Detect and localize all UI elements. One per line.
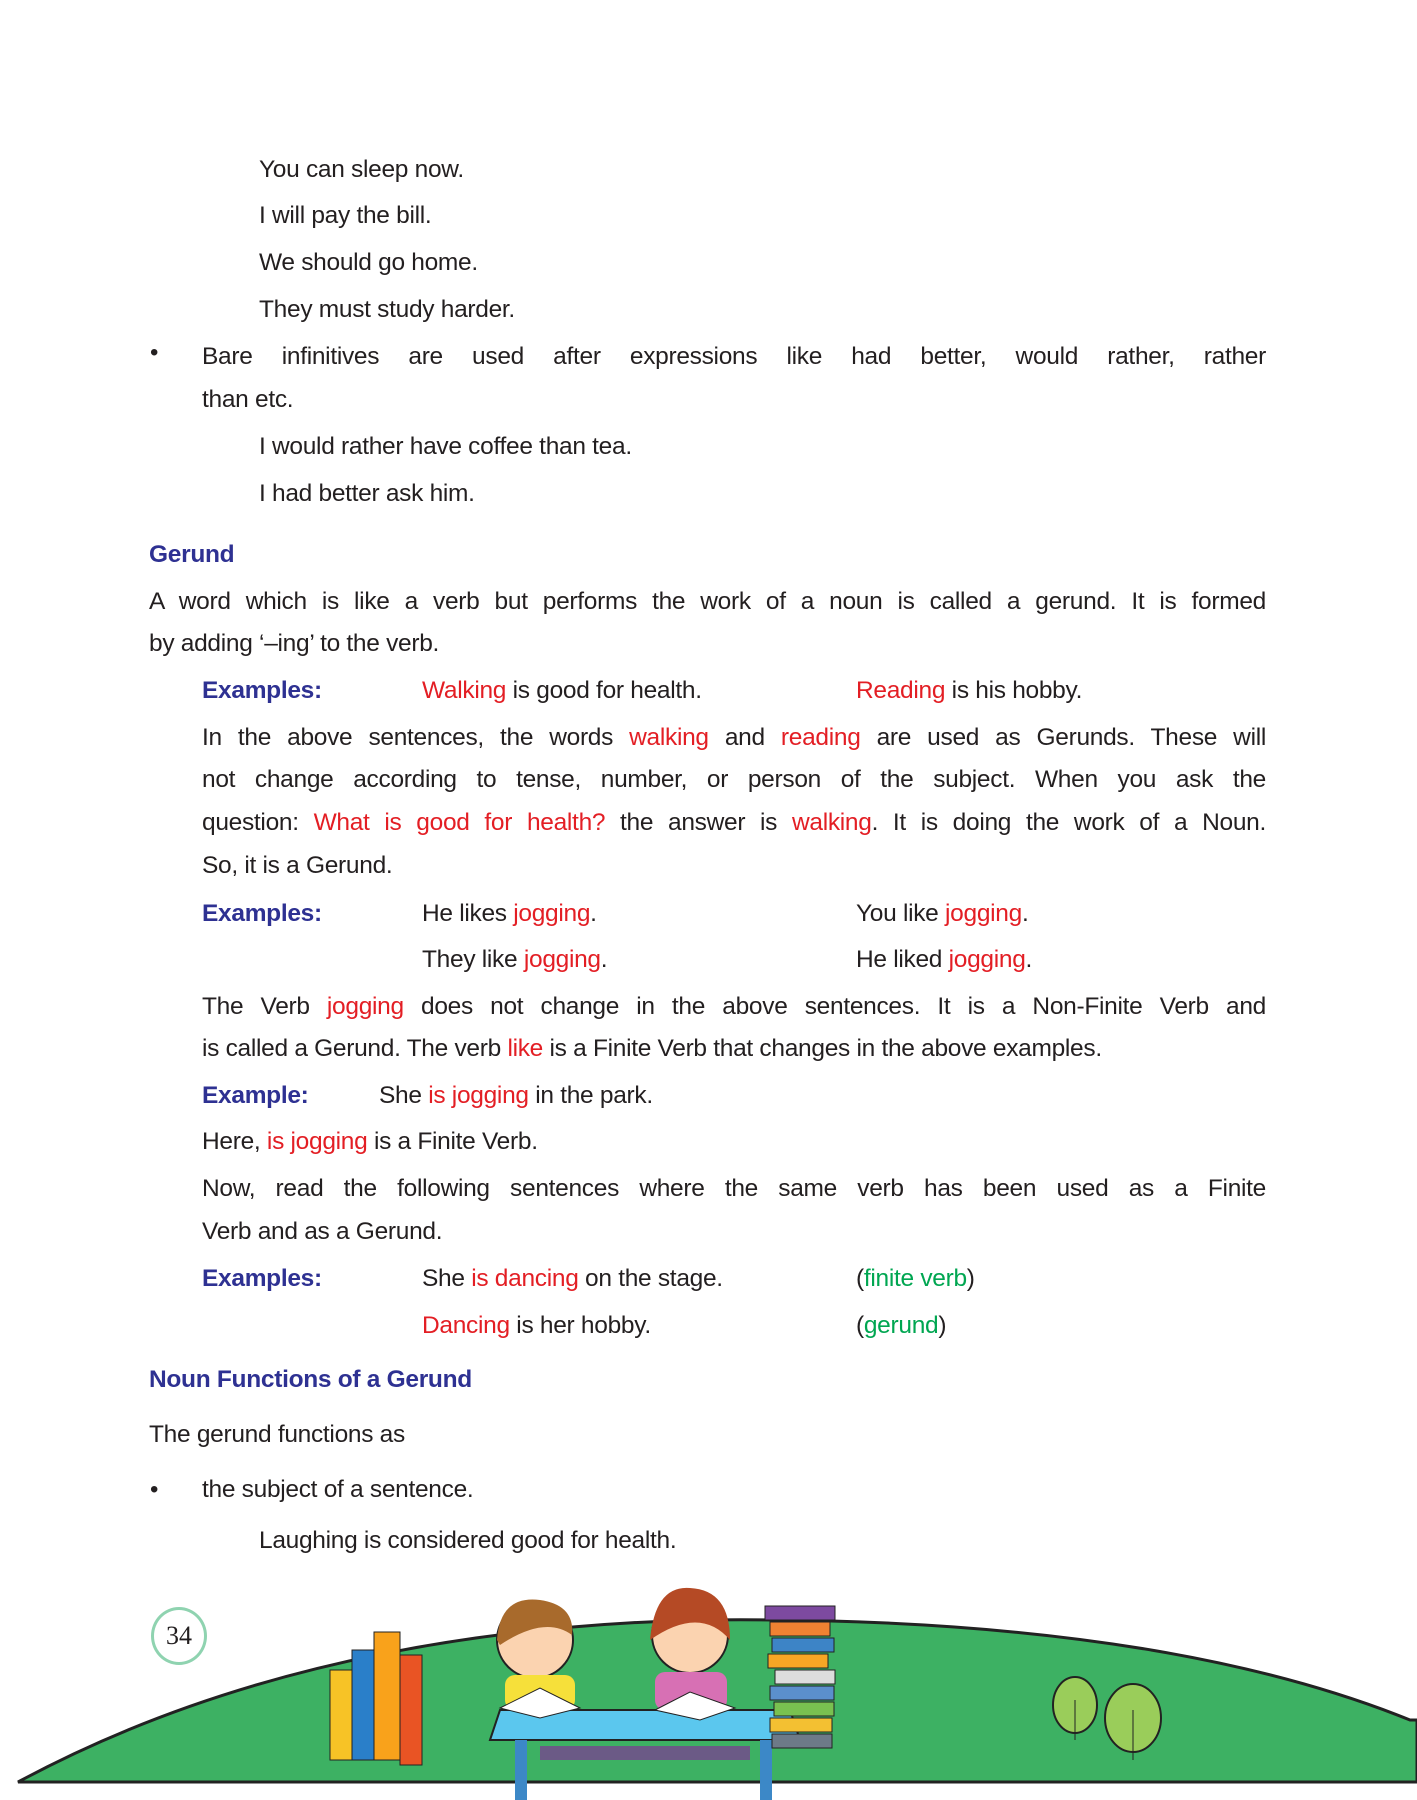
text-segment: She bbox=[422, 1265, 472, 1292]
bullet: • bbox=[150, 339, 159, 366]
text-segment: ) bbox=[966, 1265, 975, 1292]
verb-type-label: gerund bbox=[863, 1312, 939, 1339]
text-line bbox=[856, 675, 1082, 707]
text-line bbox=[422, 1310, 651, 1342]
highlighted-word: is jogging bbox=[428, 1082, 529, 1109]
text-segment: Bare infinitives are used after expressions like had better, would rather, rather bbox=[202, 343, 1266, 370]
text-segment: I will pay the bill. bbox=[259, 202, 432, 229]
text-segment: is good for health. bbox=[506, 677, 702, 704]
text-segment: and bbox=[708, 724, 781, 751]
text-line bbox=[856, 898, 1028, 930]
text-line bbox=[202, 341, 1266, 373]
text-line bbox=[856, 1310, 946, 1342]
text-segment: . bbox=[590, 900, 597, 927]
text-segment: He likes bbox=[422, 900, 514, 927]
text-line bbox=[149, 586, 1266, 618]
highlighted-word: is dancing bbox=[471, 1265, 579, 1292]
verb-type-label: finite verb bbox=[863, 1265, 967, 1292]
text-line bbox=[202, 1173, 1266, 1205]
text-segment: I would rather have coffee than tea. bbox=[259, 433, 632, 460]
text-segment: question: bbox=[202, 809, 314, 836]
book-stack-icon bbox=[765, 1606, 835, 1748]
label-text: Examples: bbox=[202, 1265, 322, 1292]
text-segment: They like bbox=[422, 946, 524, 973]
text-segment: He liked bbox=[856, 946, 949, 973]
text-segment: ( bbox=[856, 1312, 864, 1339]
text-line bbox=[202, 384, 293, 416]
label-text: Examples: bbox=[202, 677, 322, 704]
text-segment: ) bbox=[938, 1312, 947, 1339]
text-segment: is her hobby. bbox=[509, 1312, 651, 1339]
text-segment: is his hobby. bbox=[945, 677, 1083, 704]
text-segment: by adding ‘–ing’ to the verb. bbox=[149, 630, 440, 657]
text-line bbox=[149, 1419, 405, 1451]
text-line bbox=[202, 1033, 1102, 1065]
highlighted-word: jogging bbox=[326, 993, 404, 1020]
text-segment: not change according to tense, number, or person of the subject. When you ask the bbox=[202, 766, 1266, 793]
text-line bbox=[259, 247, 478, 279]
text-segment: A word which is like a verb but performs the work of a noun is called a gerund. It is formed bbox=[149, 588, 1266, 615]
text-segment: is called a Gerund. The verb bbox=[202, 1035, 508, 1062]
text-line bbox=[259, 1525, 676, 1557]
label-text: Examples: bbox=[202, 900, 322, 927]
section-heading bbox=[149, 539, 234, 571]
text-segment: The Verb bbox=[202, 993, 327, 1020]
text-segment: We should go home. bbox=[259, 249, 478, 276]
text-line bbox=[259, 294, 515, 326]
highlighted-word: jogging bbox=[948, 946, 1026, 973]
text-segment: In the above sentences, the words bbox=[202, 724, 630, 751]
text-line bbox=[259, 478, 475, 510]
text-line bbox=[202, 1080, 309, 1112]
text-line bbox=[856, 1263, 975, 1295]
text-segment: in the park. bbox=[528, 1082, 653, 1109]
children-studying-illustration bbox=[0, 1560, 1417, 1800]
highlighted-word: jogging bbox=[513, 900, 591, 927]
text-segment: than etc. bbox=[202, 386, 294, 413]
text-line bbox=[202, 675, 322, 707]
text-segment: She bbox=[379, 1082, 429, 1109]
text-segment: . It is doing the work of a Noun. bbox=[871, 809, 1266, 836]
boy-icon bbox=[497, 1600, 580, 1719]
text-line bbox=[202, 850, 392, 882]
page-number: 34 bbox=[151, 1607, 207, 1665]
text-segment: are used as Gerunds. These will bbox=[860, 724, 1266, 751]
label-text: Example: bbox=[202, 1082, 309, 1109]
highlighted-word: reading bbox=[780, 724, 861, 751]
text-line bbox=[422, 944, 607, 976]
text-line bbox=[202, 764, 1266, 796]
highlighted-word: What is good for health? bbox=[313, 809, 606, 836]
text-line bbox=[202, 1263, 322, 1295]
text-segment: does not change in the above sentences. It is a Non-Finite Verb and bbox=[403, 993, 1267, 1020]
text-line bbox=[259, 154, 464, 186]
text-segment: Verb and as a Gerund. bbox=[202, 1218, 443, 1245]
highlighted-word: like bbox=[507, 1035, 543, 1062]
text-line bbox=[202, 1474, 473, 1506]
highlighted-word: jogging bbox=[945, 900, 1022, 927]
text-line bbox=[202, 722, 1266, 754]
section-heading bbox=[149, 1364, 472, 1396]
text-segment: the answer is bbox=[605, 809, 792, 836]
highlighted-word: walking bbox=[791, 809, 872, 836]
label-text: Gerund bbox=[149, 541, 235, 568]
label-text: Noun Functions of a Gerund bbox=[149, 1366, 472, 1393]
text-segment: I had better ask him. bbox=[259, 480, 475, 507]
text-segment: The gerund functions as bbox=[149, 1421, 405, 1448]
text-segment: . bbox=[1021, 900, 1029, 927]
text-line bbox=[856, 944, 1032, 976]
text-line bbox=[422, 898, 597, 930]
text-segment: So, it is a Gerund. bbox=[202, 852, 393, 879]
text-segment: You like bbox=[856, 900, 946, 927]
text-segment: You can sleep now. bbox=[259, 156, 464, 183]
text-line bbox=[202, 1216, 442, 1248]
highlighted-word: jogging bbox=[523, 946, 601, 973]
text-segment: Here, bbox=[202, 1128, 267, 1155]
text-segment: is a Finite Verb that changes in the above examples. bbox=[543, 1035, 1102, 1062]
text-segment: the subject of a sentence. bbox=[202, 1476, 474, 1503]
highlighted-word: Reading bbox=[856, 677, 946, 704]
text-line bbox=[422, 1263, 723, 1295]
text-line bbox=[379, 1080, 653, 1112]
highlighted-word: Dancing bbox=[422, 1312, 510, 1339]
text-line bbox=[422, 675, 702, 707]
text-segment: . bbox=[1025, 946, 1033, 973]
text-segment: Laughing is considered good for health. bbox=[259, 1527, 677, 1554]
text-line bbox=[149, 628, 439, 660]
text-segment: Now, read the following sentences where the same verb has been used as a Finite bbox=[202, 1175, 1266, 1202]
text-segment: ( bbox=[856, 1265, 864, 1292]
text-segment: on the stage. bbox=[578, 1265, 723, 1292]
text-line bbox=[259, 200, 431, 232]
text-line bbox=[202, 991, 1266, 1023]
text-line bbox=[202, 898, 322, 930]
text-line bbox=[202, 1126, 538, 1158]
text-line bbox=[202, 807, 1266, 839]
text-segment: is a Finite Verb. bbox=[367, 1128, 538, 1155]
highlighted-word: is jogging bbox=[266, 1128, 368, 1155]
text-segment: . bbox=[600, 946, 608, 973]
text-line bbox=[259, 431, 632, 463]
highlighted-word: Walking bbox=[422, 677, 507, 704]
text-segment: They must study harder. bbox=[259, 296, 515, 323]
girl-icon bbox=[650, 1588, 735, 1720]
highlighted-word: walking bbox=[629, 724, 709, 751]
bullet: • bbox=[150, 1476, 159, 1503]
